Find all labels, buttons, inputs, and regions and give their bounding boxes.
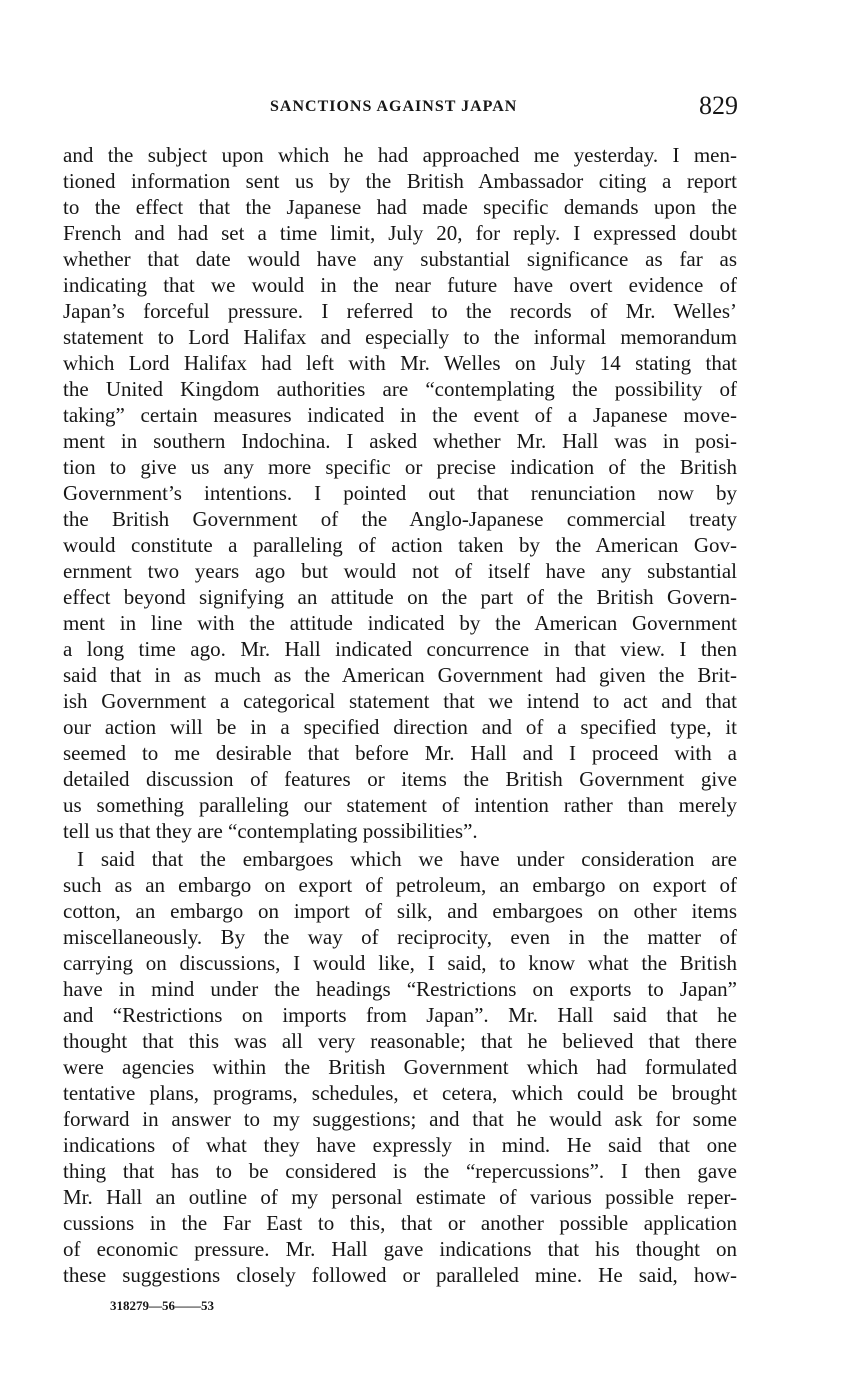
text-line: tell us that they are “contemplating possibilities”.	[63, 819, 478, 843]
text-line: thing that has to be considered is the “repercussions”. I then gave	[63, 1159, 737, 1183]
text-line: us something paralleling our statement of intention rather than merely	[63, 793, 737, 817]
page-number: 829	[699, 91, 738, 120]
text-line: ish Government a categorical statement that we intend to act and that	[63, 689, 737, 713]
text-line: and the subject upon which he had approached me yesterday. I men-	[63, 143, 737, 167]
text-line: the United Kingdom authorities are “contemplating the possibility of	[63, 377, 737, 401]
text-line: Mr. Hall an outline of my personal estimate of various possible reper-	[63, 1185, 737, 1209]
text-line: whether that date would have any substantial significance as far as	[63, 247, 737, 271]
text-line: forward in answer to my suggestions; and that he would ask for some	[63, 1107, 737, 1131]
running-title: SANCTIONS AGAINST JAPAN	[270, 98, 518, 115]
text-line: carrying on discussions, I would like, I said, to know what the British	[63, 951, 737, 975]
text-line: have in mind under the headings “Restrictions on exports to Japan”	[63, 977, 737, 1001]
text-line: effect beyond signifying an attitude on the part of the British Govern-	[63, 585, 737, 609]
text-line: cotton, an embargo on import of silk, and embargoes on other items	[63, 899, 737, 923]
text-line: these suggestions closely followed or paralleled mine. He said, how-	[63, 1263, 737, 1287]
text-line: I said that the embargoes which we have under consideration are	[77, 847, 737, 871]
print-code: 318279—56——53	[110, 1298, 214, 1313]
text-line: tion to give us any more specific or precise indication of the British	[63, 455, 737, 479]
text-line: of economic pressure. Mr. Hall gave indications that his thought on	[63, 1237, 737, 1261]
text-line: said that in as much as the American Government had given the Brit-	[63, 663, 737, 687]
text-line: statement to Lord Halifax and especially to the informal memorandum	[63, 325, 737, 349]
text-line: tioned information sent us by the British Ambassador citing a report	[63, 169, 737, 193]
text-line: tentative plans, programs, schedules, et cetera, which could be brought	[63, 1081, 737, 1105]
text-line: ernment two years ago but would not of itself have any substantial	[63, 559, 737, 583]
text-line: were agencies within the British Government which had formulated	[63, 1055, 737, 1079]
text-line: Japan’s forceful pressure. I referred to the records of Mr. Welles’	[63, 299, 737, 323]
text-line: to the effect that the Japanese had made specific demands upon the	[63, 195, 737, 219]
text-line: the British Government of the Anglo-Japanese commercial treaty	[63, 507, 737, 531]
text-line: such as an embargo on export of petroleum, an embargo on export of	[63, 873, 737, 897]
text-line: ment in southern Indochina. I asked whether Mr. Hall was in posi-	[63, 429, 737, 453]
text-line: Government’s intentions. I pointed out that renunciation now by	[63, 481, 737, 505]
text-line: indicating that we would in the near future have overt evidence of	[63, 273, 737, 297]
text-line: a long time ago. Mr. Hall indicated concurrence in that view. I then	[63, 637, 737, 661]
text-line: thought that this was all very reasonable; that he believed that there	[63, 1029, 737, 1053]
paragraph-1	[63, 142, 737, 844]
text-line: would constitute a paralleling of action taken by the American Gov-	[63, 533, 737, 557]
text-line: seemed to me desirable that before Mr. Hall and I proceed with a	[63, 741, 737, 765]
paragraph-2	[63, 846, 737, 1288]
text-line: taking” certain measures indicated in the event of a Japanese move-	[63, 403, 737, 427]
text-line: indications of what they have expressly in mind. He said that one	[63, 1133, 737, 1157]
text-line: and “Restrictions on imports from Japan”. Mr. Hall said that he	[63, 1003, 737, 1027]
text-line: French and had set a time limit, July 20, for reply. I expressed doubt	[63, 221, 737, 245]
text-line: cussions in the Far East to this, that or another possible application	[63, 1211, 737, 1235]
text-line: ment in line with the attitude indicated by the American Government	[63, 611, 737, 635]
text-line: miscellaneously. By the way of reciprocity, even in the matter of	[63, 925, 737, 949]
text-line: our action will be in a specified direction and of a specified type, it	[63, 715, 737, 739]
text-line: detailed discussion of features or items the British Government give	[63, 767, 737, 791]
text-line: which Lord Halifax had left with Mr. Welles on July 14 stating that	[63, 351, 737, 375]
